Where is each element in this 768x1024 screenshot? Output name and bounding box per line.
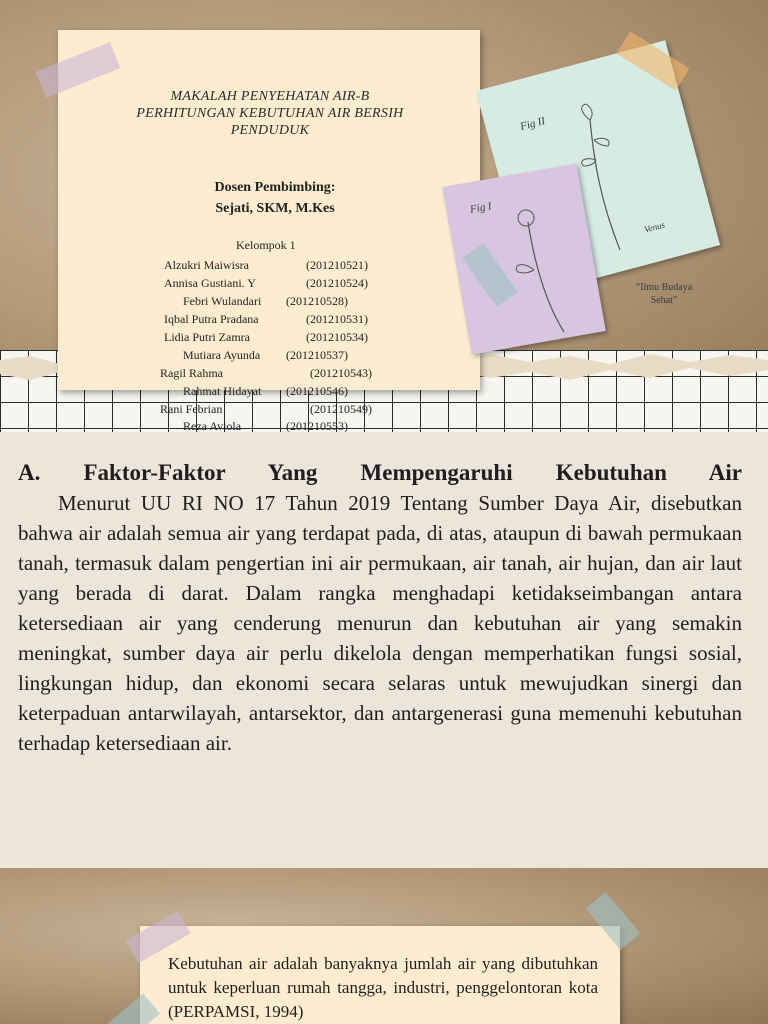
member-name: Annisa Gustiani. Y [164, 276, 256, 290]
member-nim: (201210553) [286, 419, 348, 432]
member-name: Mutiara Ayunda [183, 348, 261, 362]
section-heading: A. Faktor-Faktor Yang Mempengaruhi Kebutuhan Air [18, 460, 742, 485]
member-name: Ragil Rahma [160, 366, 223, 380]
group-label: Kelompok 1 [236, 238, 296, 252]
member-nim: (201210524) [306, 276, 368, 290]
member-nim: (201210531) [306, 312, 368, 326]
member-nim: (201210537) [286, 348, 348, 362]
member-name: Reza Aviola [183, 419, 242, 432]
member-name: Rahmat Hidayat [183, 384, 262, 398]
member-nim: (201210534) [306, 330, 368, 344]
member-name: Lidia Putri Zamra [164, 330, 250, 344]
member-name: Alzukri Maiwisra [164, 258, 249, 272]
member-nim: (201210528) [286, 294, 348, 308]
member-nim: (201210521) [306, 258, 368, 272]
flower-sketch-icon [500, 200, 580, 340]
cover-title: MAKALAH PENYEHATAN AIR-B PERHITUNGAN KEBUTUHAN AIR BERSIH PENDUDUK [136, 89, 404, 138]
member-name: Rani Febrian [160, 402, 223, 416]
fig-1-label: Fig I [469, 200, 493, 216]
section-paragraph: Menurut UU RI NO 17 Tahun 2019 Tentang Sumber Daya Air, disebutkan bahwa air adalah semua air yang terdapat pada, di atas, ataupun di bawah permukaan tanah, termasuk dalam pengertian ini air permukaan, air tanah, air hujan, dan air laut yang berada di darat. Dalam rangka menghadapi ketidakseimbangan antara ketersediaan air yang cenderung menurun dan kebutuhan air yang semakin meningkat, sumber daya air perlu dikelola dengan memperhatikan fungsi sosial, lingkungan hidup, dan ekonomi secara selaras untuk mewujudkan sinergi dan keterpaduan antarwilayah, antarsektor, dan antargenerasi guna memenuhi kebutuhan terhadap ketersediaan air. [18, 491, 742, 755]
section-a-slide [0, 432, 768, 868]
definition-text: Kebutuhan air adalah banyaknya jumlah air yang dibutuhkan untuk keperluan rumah tangga, industri, penggelontoran kota (PERPAMSI, 1994) [168, 954, 598, 1021]
member-name: Febri Wulandari [183, 294, 262, 308]
advisor-block: Dosen Pembimbing: Sejati, SKM, M.Kes [214, 180, 336, 216]
definition-slide [0, 868, 768, 1024]
venus-label: Venus [643, 219, 666, 235]
member-nim: (201210543) [310, 366, 372, 380]
member-name: Iqbal Putra Pradana [164, 312, 259, 326]
motto-quote: “Ilmu Budaya Sehat” [635, 282, 693, 306]
member-nim: (201210549) [310, 402, 372, 416]
fig-2-label: Fig II [518, 114, 547, 134]
cover-slide [0, 0, 768, 432]
member-nim: (201210546) [286, 384, 348, 398]
